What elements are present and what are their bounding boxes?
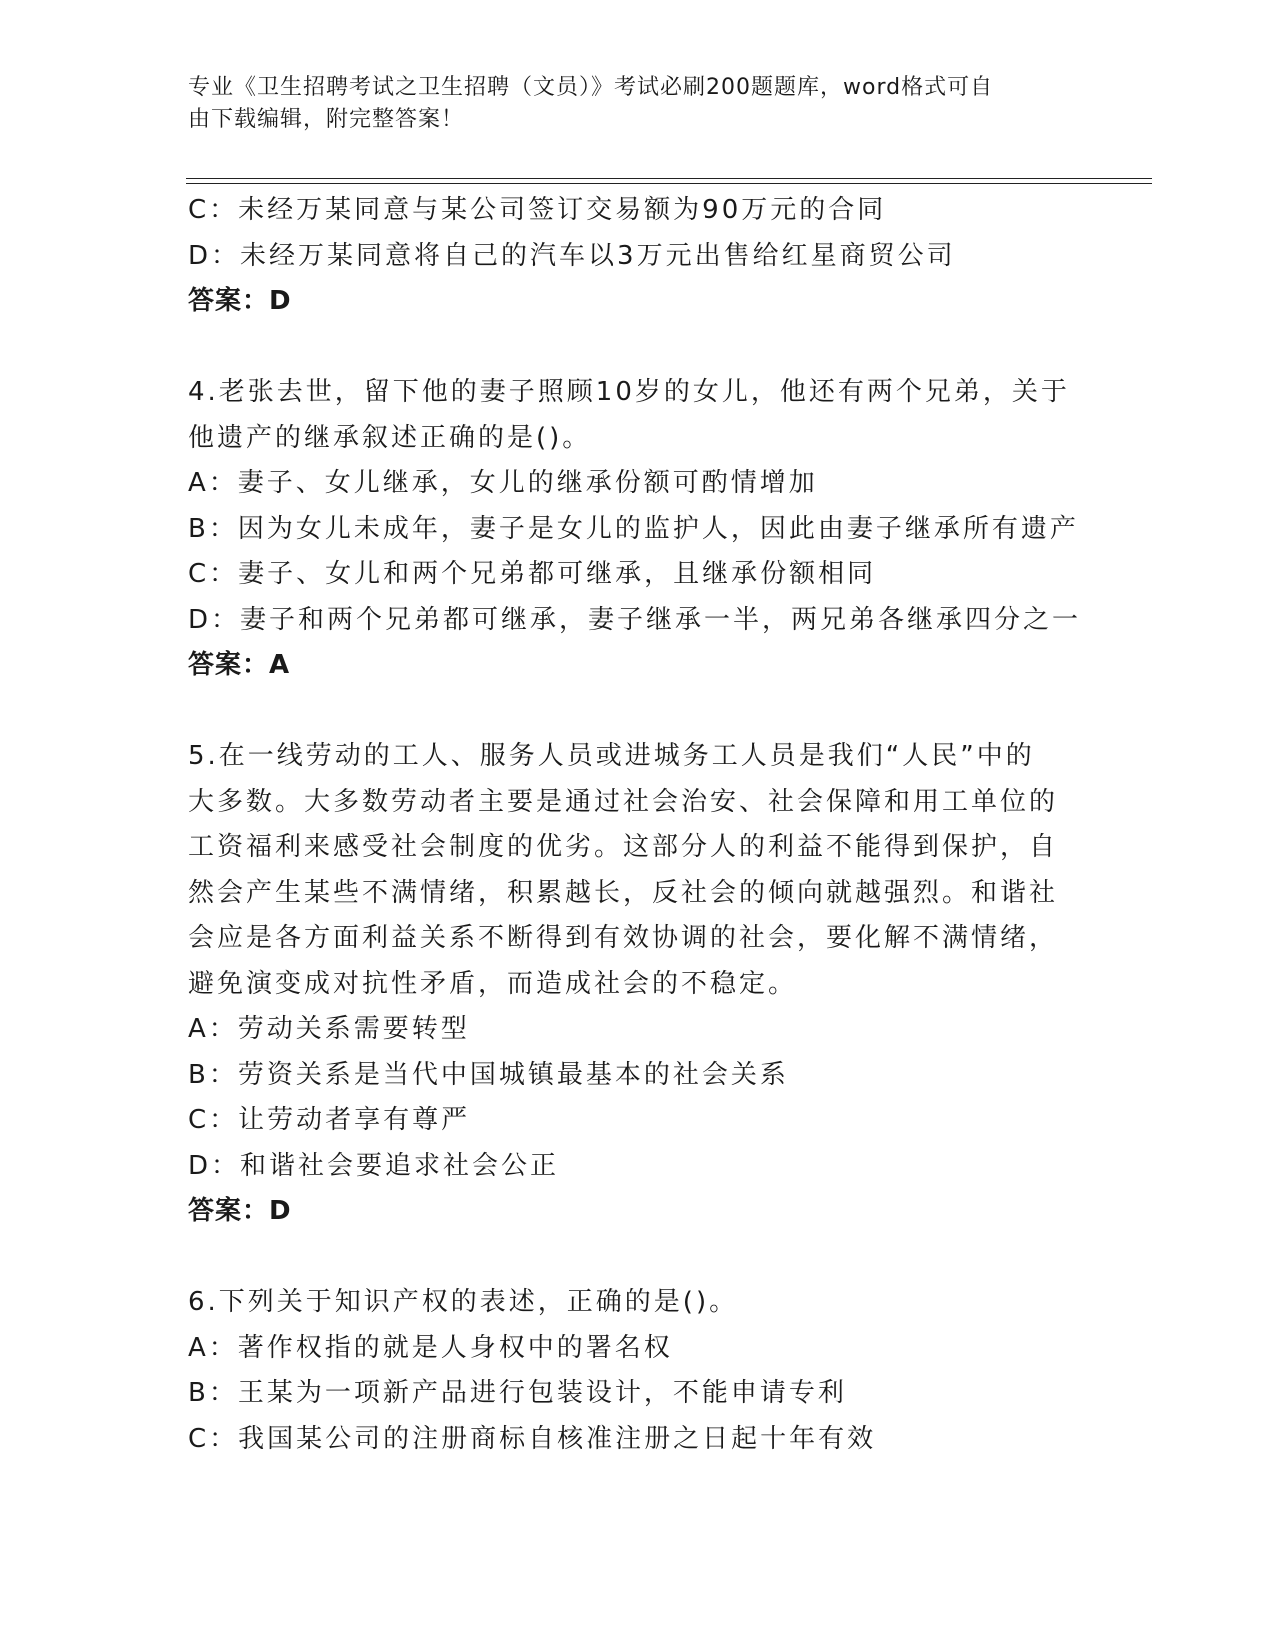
option-b: B：王某为一项新产品进行包装设计，不能申请专利 <box>188 1378 847 1408</box>
option-d: D：和谐社会要追求社会公正 <box>188 1150 560 1181</box>
spacer <box>188 1235 1088 1281</box>
option-b: B：劳资关系是当代中国城镇最基本的社会关系 <box>188 1059 789 1090</box>
spacer <box>188 325 1088 371</box>
header-line-1: 专业《卫生招聘考试之卫生招聘（文员）》考试必刷200题题库，word格式可自 <box>188 75 994 100</box>
answer: 答案：A <box>188 650 291 680</box>
question-3-tail <box>188 188 1088 325</box>
spacer <box>188 689 1088 735</box>
option-b: B：因为女儿未成年，妻子是女儿的监护人，因此由妻子继承所有遗产 <box>188 513 1079 544</box>
answer: 答案：D <box>188 286 292 316</box>
question-4 <box>188 370 1088 689</box>
option-d: D：未经万某同意将自己的汽车以3万元出售给红星商贸公司 <box>188 240 956 271</box>
question-6 <box>188 1280 1088 1462</box>
header-rule-top <box>186 178 1152 179</box>
answer: 答案：D <box>188 1196 292 1226</box>
question-stem: 6.下列关于知识产权的表述，正确的是()。 <box>188 1287 739 1317</box>
document-body <box>188 188 1088 1462</box>
option-c: C：未经万某同意与某公司签订交易额为90万元的合同 <box>188 195 887 225</box>
question-stem: 工资福利来感受社会制度的优劣。这部分人的利益不能得到保护，自 <box>188 832 1059 862</box>
option-a: A：妻子、女儿继承，女儿的继承份额可酌情增加 <box>188 468 818 498</box>
option-c: C：妻子、女儿和两个兄弟都可继承，且继承份额相同 <box>188 559 877 589</box>
option-d: D：妻子和两个兄弟都可继承，妻子继承一半，两兄弟各继承四分之一 <box>188 604 1082 635</box>
question-stem: 会应是各方面利益关系不断得到有效协调的社会，要化解不满情绪， <box>188 923 1059 953</box>
question-stem: 大多数。大多数劳动者主要是通过社会治安、社会保障和用工单位的 <box>188 786 1059 817</box>
option-a: A：劳动关系需要转型 <box>188 1014 470 1044</box>
question-stem: 5.在一线劳动的工人、服务人员或进城务工人员是我们“人民”中的 <box>188 741 1035 771</box>
question-5 <box>188 734 1088 1235</box>
question-stem: 然会产生某些不满情绪，积累越长，反社会的倾向就越强烈。和谐社 <box>188 877 1059 908</box>
question-stem: 避免演变成对抗性矛盾，而造成社会的不稳定。 <box>188 968 798 999</box>
option-a: A：著作权指的就是人身权中的署名权 <box>188 1332 673 1363</box>
question-stem: 他遗产的继承叙述正确的是()。 <box>188 422 592 453</box>
question-stem: 4.老张去世，留下他的妻子照顾10岁的女儿，他还有两个兄弟，关于 <box>188 377 1070 407</box>
header-line-2: 由下载编辑，附完整答案！ <box>188 107 465 132</box>
header-rule-bottom <box>186 183 1152 184</box>
option-c: C：让劳动者享有尊严 <box>188 1105 471 1135</box>
document-header <box>188 72 1068 136</box>
option-c: C：我国某公司的注册商标自核准注册之日起十年有效 <box>188 1423 877 1454</box>
